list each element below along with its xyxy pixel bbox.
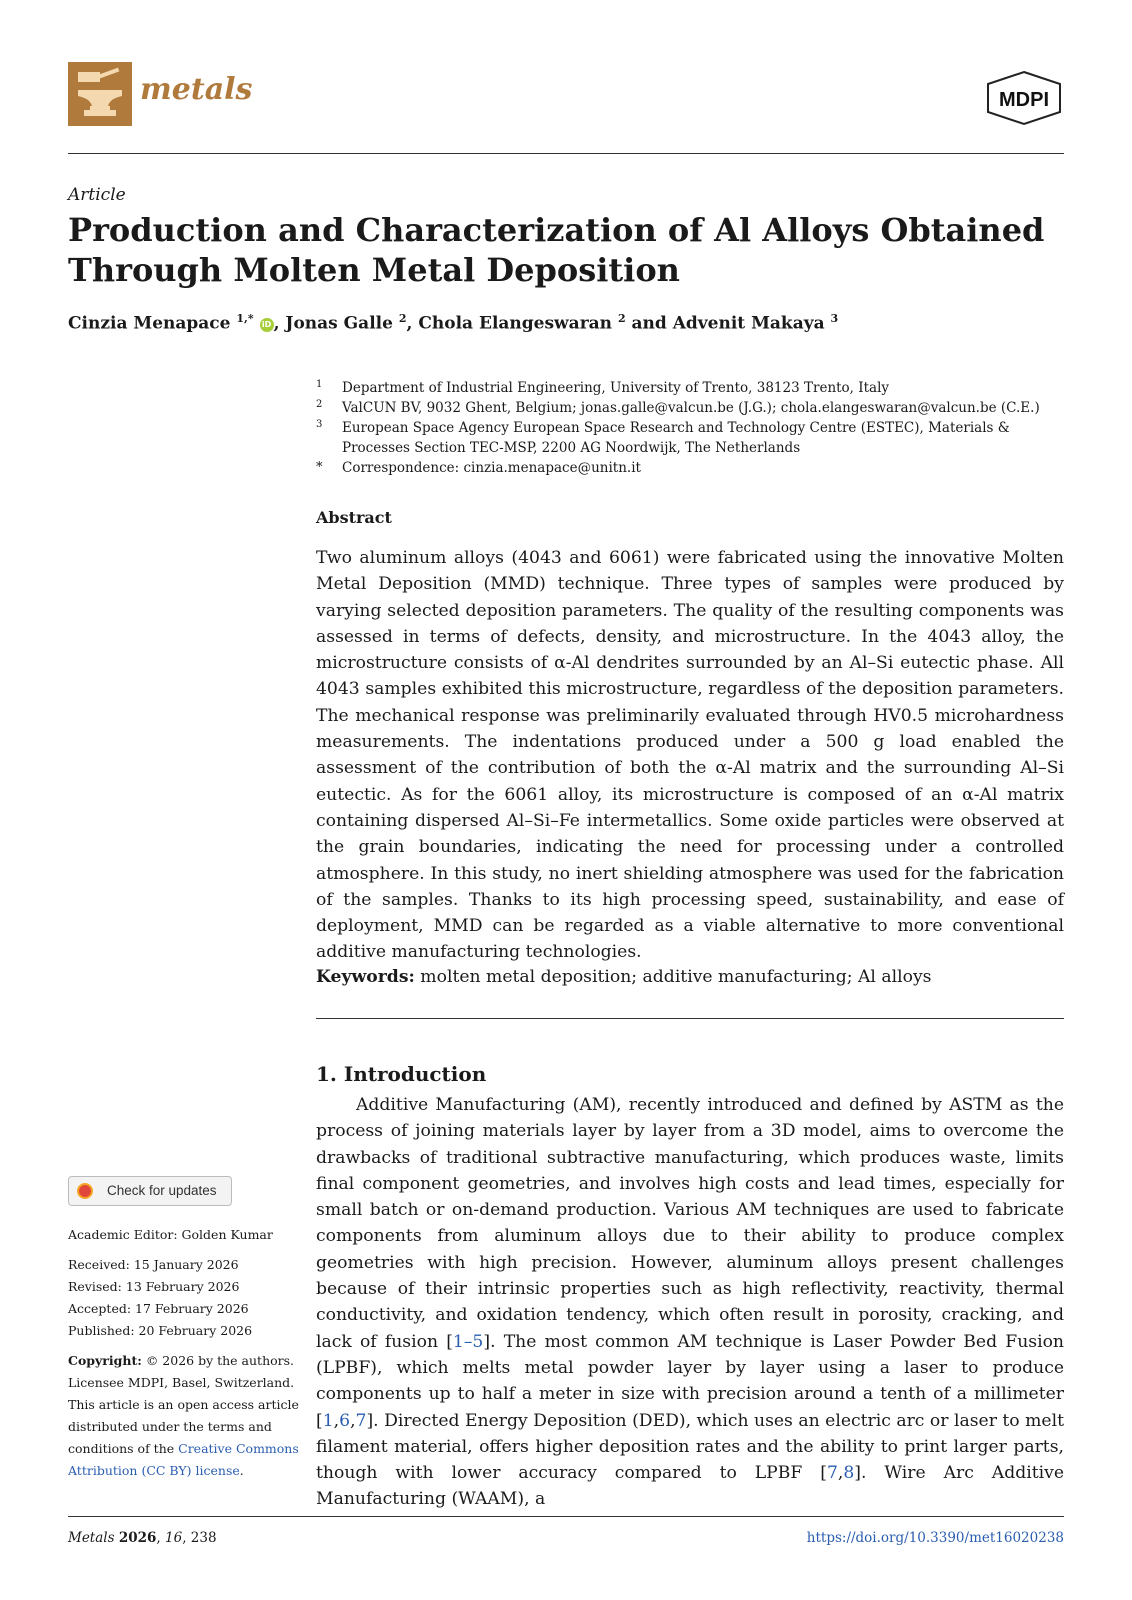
publication-dates xyxy=(68,1254,300,1342)
author-name[interactable]: Cinzia Menapace xyxy=(68,313,231,334)
check-for-updates-button[interactable]: Check for updates xyxy=(68,1176,232,1206)
intro-text: , xyxy=(350,1410,356,1431)
journal-header xyxy=(68,62,1064,128)
accepted-date: Accepted: 17 February 2026 xyxy=(68,1301,249,1316)
citation-link[interactable]: 8 xyxy=(843,1463,855,1484)
update-badge-icon xyxy=(77,1183,93,1199)
received-date: Received: 15 January 2026 xyxy=(68,1257,239,1272)
citation-link[interactable]: 7 xyxy=(826,1463,838,1484)
affiliations xyxy=(316,378,1064,478)
author-list: Cinzia Menapace $^{1,*}$ iD , Jonas Galle $^2$, Chola Elangeswaran $^2$ and Advenit Makaya $^3$ xyxy=(68,312,839,334)
author-name[interactable]: Advenit Makaya xyxy=(672,313,825,334)
doi-link[interactable]: https://doi.org/10.3390/met16020238 xyxy=(806,1530,1064,1546)
copyright-notice: Copyright: © 2026 by the authors. Licensee MDPI, Basel, Switzerland. This article is an open access article distributed under the terms and conditions of the Creative Commons Attribution (CC BY) license. xyxy=(68,1353,299,1478)
mdpi-logo xyxy=(984,70,1064,126)
abstract-heading: Abstract xyxy=(316,508,392,527)
affiliation-item: 3 European Space Agency European Space Research and Technology Centre (ESTEC), Materials & Processes Section TEC-MSP, 2200 AG Noordwijk, The Netherlands xyxy=(316,419,1010,456)
affiliation-item: 1 Department of Industrial Engineering, University of Trento, 38123 Trento, Italy xyxy=(316,379,890,396)
citation-link[interactable]: 1 xyxy=(322,1410,334,1431)
revised-date: Revised: 13 February 2026 xyxy=(68,1279,240,1294)
publisher-name: MDPI xyxy=(999,89,1049,111)
intro-text: ]. Wire Arc Additive Manufacturing (WAAM), a xyxy=(316,1463,1064,1510)
author-affiliation-mark: 2 xyxy=(617,312,626,325)
intro-text: ]. The most common AM technique is Laser Powder Bed Fusion (LPBF), which melts metal powder layer by layer using a laser to produce components up to half a meter in size with precision around a tenth of a millimeter [ xyxy=(316,1331,1065,1431)
intro-text: ]. Directed Energy Deposition (DED), which uses an electric arc or laser to melt filament material, offers higher deposition rates and the ability to print larger parts, though with lower accuracy compared to LPBF [ xyxy=(316,1410,1064,1484)
author-affiliation-mark: 3 xyxy=(830,312,839,325)
intro-text: , xyxy=(837,1463,844,1484)
keywords-text: molten metal deposition; additive manufacturing; Al alloys xyxy=(414,967,932,987)
citation-link[interactable]: 7 xyxy=(355,1410,367,1431)
keywords xyxy=(316,967,1064,987)
published-date: Published: 20 February 2026 xyxy=(68,1323,253,1338)
citation-link[interactable]: 6 xyxy=(339,1410,351,1431)
section-heading: 1. Introduction xyxy=(316,1062,487,1086)
intro-text: Additive Manufacturing (AM), recently introduced and defined by ASTM as the process of joining materials layer by layer from a 3D model, aims to overcome the drawbacks of traditional subtractive manufacturing, which produces waste, limits final component geometries, and involves high costs and lead times, especially for small batch or on-demand production. Various AM techniques are used to fabricate components from aluminum alloys due to their ability to produce complex geometries with high precision. However, aluminum alloys present challenges because of their intrinsic properties such as high reflectivity, reactivity, thermal conductivity, and oxidation tendency, which often result in porosity, cracking, and lack of fusion [ xyxy=(316,1095,1064,1352)
abstract-text: Two aluminum alloys (4043 and 6061) were fabricated using the innovative Molten Metal Deposition (MMD) technique. Three types of samples were produced by varying selected deposition parameters. The quality of the resulting components was assessed in terms of defects, density, and microstructure. In the 4043 alloy, the microstructure consists of α-Al dendrites surrounded by an Al–Si eutectic phase. All 4043 samples exhibited this microstructure, regardless of the deposition parameters. The mechanical response was preliminarily evaluated through HV0.5 microhardness measurements. The indentations produced under a 500 g load enabled the assessment of the contribution of both the α-Al matrix and the surrounding Al–Si eutectic. As for the 6061 alloy, its microstructure is composed of an α-Al matrix containing dispersed Al–Si–Fe intermetallics. Some oxide particles were observed at the grain boundaries, indicating the need for processing under a controlled atmosphere. In this study, no inert shielding atmosphere was used for the fabrication of the samples. Thanks to its high processing speed, sustainability, and ease of deployment, MMD can be regarded as a viable alternative to more conventional additive manufacturing technologies. xyxy=(316,548,1064,963)
academic-editor: Academic Editor: Golden Kumar xyxy=(68,1227,273,1242)
anvil-logo-icon xyxy=(68,62,132,126)
author-affiliation-mark: 2 xyxy=(398,312,407,325)
correspondence: * Correspondence: cinzia.menapace@unitn.it xyxy=(316,460,641,476)
article-type: Article xyxy=(68,185,126,205)
keywords-label: Keywords: xyxy=(316,967,415,987)
intro-text: , xyxy=(333,1410,340,1431)
orcid-icon[interactable]: iD xyxy=(260,318,274,332)
affiliation-item: 2 ValCUN BV, 9032 Ghent, Belgium; jonas.galle@valcun.be (J.G.); chola.elangeswaran@valcun.be (C.E.) xyxy=(316,399,1040,416)
introduction-paragraph xyxy=(316,1092,1064,1513)
abstract-divider xyxy=(316,1018,1064,1019)
author-name[interactable]: Jonas Galle xyxy=(285,313,393,334)
author-name[interactable]: Chola Elangeswaran xyxy=(418,313,613,334)
citation-footer: Metals 2026, 16, 238 xyxy=(68,1530,217,1546)
author-affiliation-mark: 1,* xyxy=(236,312,254,325)
article-title: Production and Characterization of Al Alloys Obtained Through Molten Metal Deposition xyxy=(68,211,1045,289)
footer-divider xyxy=(68,1516,1064,1517)
citation-link[interactable]: 1–5 xyxy=(452,1331,484,1352)
header-divider xyxy=(68,153,1064,154)
license-link[interactable]: Creative Commons Attribution (CC BY) license xyxy=(68,1441,299,1478)
journal-name: metals xyxy=(140,72,253,107)
